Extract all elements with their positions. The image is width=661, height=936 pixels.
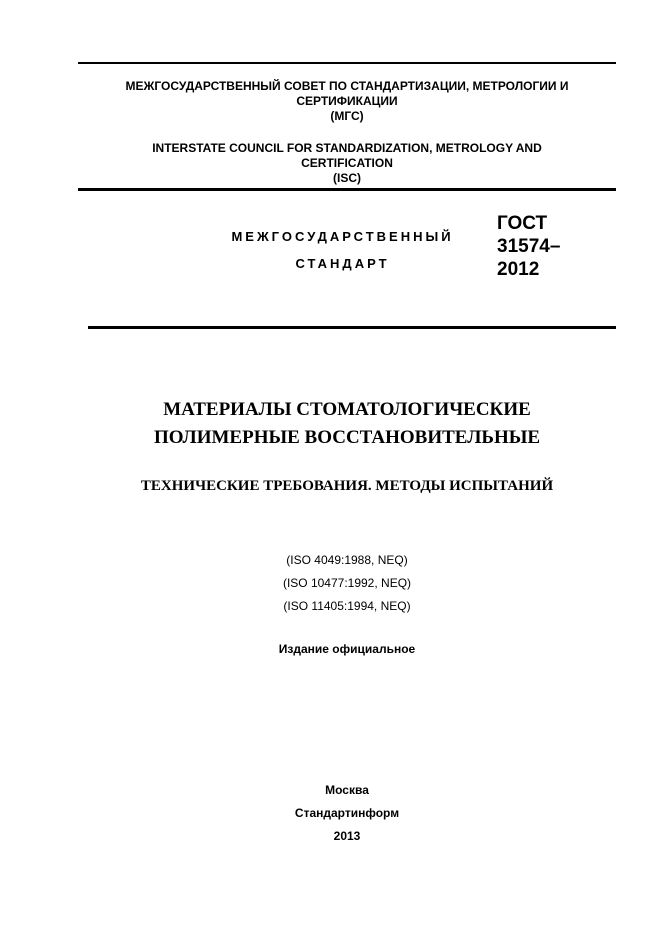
council-en-line-2: CERTIFICATION [301, 156, 393, 170]
middle-rule [78, 188, 616, 191]
imprint [78, 779, 616, 848]
document-title [78, 396, 616, 452]
iso-references [78, 549, 616, 618]
top-rule [78, 62, 616, 64]
council-ru-line-2: СЕРТИФИКАЦИИ [296, 94, 398, 108]
document-title-line-1: МАТЕРИАЛЫ СТОМАТОЛОГИЧЕСКИЕ [163, 399, 531, 420]
document-title-line-2: ПОЛИМЕРНЫЕ ВОССТАНОВИТЕЛЬНЫЕ [153, 427, 541, 448]
gost-number-code: 31574– [497, 236, 561, 257]
gost-number-year: 2012 [497, 259, 540, 280]
edition-note: Издание официальное [278, 642, 416, 656]
standard-kind-label: СТАНДАРТ [295, 256, 390, 271]
gost-number [497, 212, 560, 281]
council-en-abbreviation: (ISC) [333, 171, 361, 185]
council-name-english [78, 141, 616, 186]
council-name-russian [78, 79, 616, 124]
bottom-rule [88, 326, 616, 329]
council-ru-abbreviation: (МГС) [330, 109, 364, 123]
imprint-publisher: Стандартинформ [294, 806, 400, 820]
council-en-line-1: INTERSTATE COUNCIL FOR STANDARDIZATION, METROLOGY AND [152, 141, 542, 155]
iso-reference: (ISO 4049:1988, NEQ) [286, 553, 408, 567]
iso-reference: (ISO 11405:1994, NEQ) [283, 599, 411, 613]
gost-number-prefix: ГОСТ [497, 213, 548, 234]
standard-type-label: МЕЖГОСУДАРСТВЕННЫЙ [231, 229, 454, 244]
imprint-year: 2013 [333, 829, 361, 843]
imprint-city: Москва [325, 783, 369, 797]
council-ru-line-1: МЕЖГОСУДАРСТВЕННЫЙ СОВЕТ ПО СТАНДАРТИЗАЦИИ, МЕТРОЛОГИИ И [125, 79, 569, 93]
iso-reference: (ISO 10477:1992, NEQ) [282, 576, 412, 590]
document-subtitle: ТЕХНИЧЕСКИЕ ТРЕБОВАНИЯ. МЕТОДЫ ИСПЫТАНИЙ [140, 478, 554, 494]
